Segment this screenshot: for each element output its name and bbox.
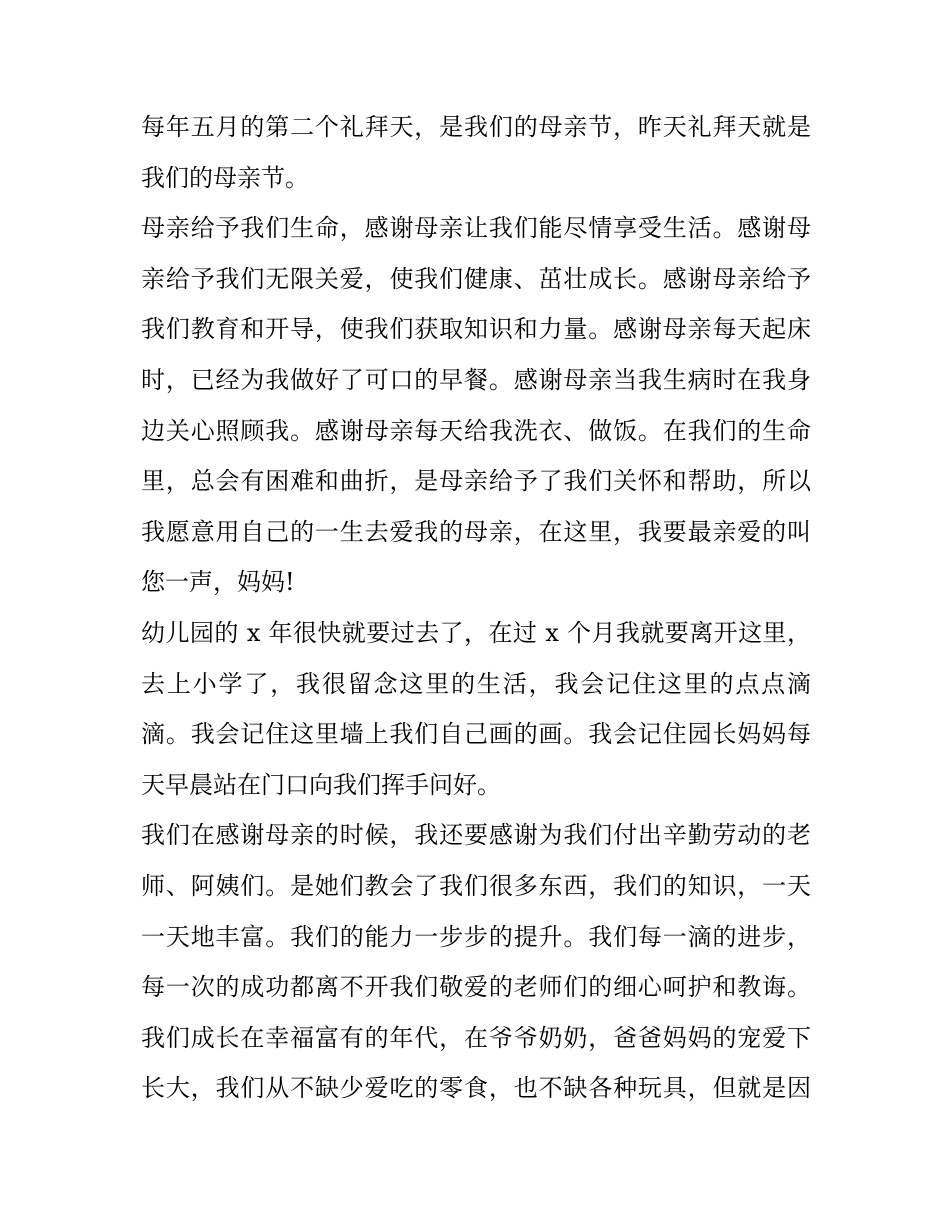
text-line: 亲给予我们无限关爱，使我们健康、茁壮成长。感谢母亲给予 [141,264,811,293]
text-line: 每一次的成功都离不开我们敬爱的老师们的细心呵护和教诲。 [141,973,811,1002]
paragraph-3 [141,608,811,810]
text-line: 您一声，妈妈! [141,568,295,597]
document-body [141,102,811,1114]
paragraph-4 [141,810,811,1114]
paragraph-2 [141,203,811,608]
text-line: 幼儿园的 x 年很快就要过去了，在过 x 个月我就要离开这里， [141,618,811,647]
text-line: 一天地丰富。我们的能力一步步的提升。我们每一滴的进步， [141,922,811,951]
text-line: 边关心照顾我。感谢母亲每天给我洗衣、做饭。在我们的生命 [141,416,811,445]
text-line: 每年五月的第二个礼拜天，是我们的母亲节，昨天礼拜天就是 [141,113,811,141]
text-line: 滴。我会记住这里墙上我们自己画的画。我会记住园长妈妈每 [141,720,811,749]
text-line: 去上小学了，我很留念这里的生活，我会记住这里的点点滴 [141,669,811,698]
text-line: 长大，我们从不缺少爱吃的零食，也不缺各种玩具，但就是因 [141,1074,811,1103]
text-line: 母亲给予我们生命，感谢母亲让我们能尽情享受生活。感谢母 [141,214,811,243]
text-line: 我们教育和开导，使我们获取知识和力量。感谢母亲每天起床 [141,315,811,344]
text-line: 里，总会有困难和曲折，是母亲给予了我们关怀和帮助，所以 [141,467,811,496]
text-line: 我们的母亲节。 [141,163,309,192]
paragraph-1 [141,102,811,203]
text-line: 天早晨站在门口向我们挥手问好。 [141,770,501,799]
text-line: 我们在感谢母亲的时候，我还要感谢为我们付出辛勤劳动的老 [141,821,811,850]
text-line: 我们成长在幸福富有的年代，在爷爷奶奶，爸爸妈妈的宠爱下 [141,1023,811,1052]
text-line: 师、阿姨们。是她们教会了我们很多东西，我们的知识，一天 [141,871,811,900]
text-line: 我愿意用自己的一生去爱我的母亲，在这里，我要最亲爱的叫 [141,517,811,546]
text-line: 时，已经为我做好了可口的早餐。感谢母亲当我生病时在我身 [141,365,811,394]
